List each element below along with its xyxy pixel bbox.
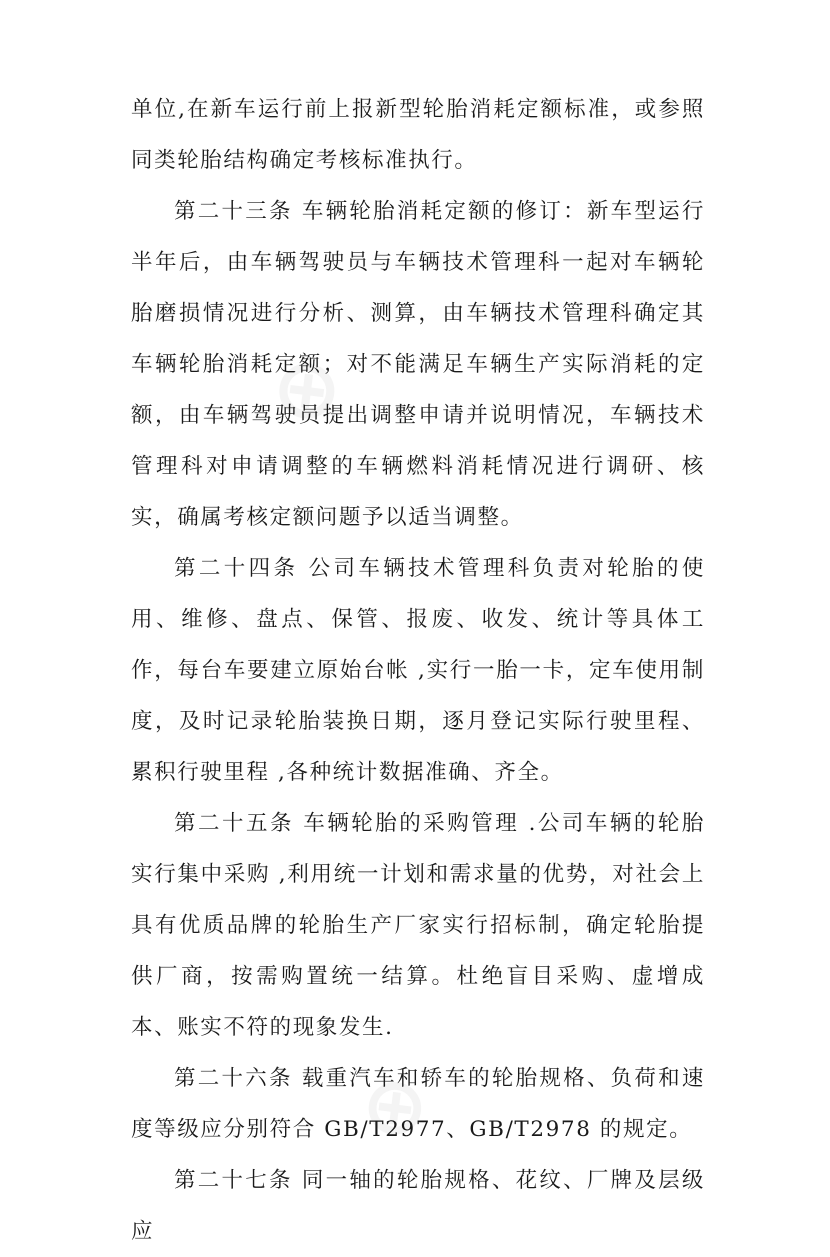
paragraph-article-24: 第二十四条 公司车辆技术管理科负责对轮胎的使用、维修、盘点、保管、报废、收发、统计等具体工作，每台车要建立原始台帐 ,实行一胎一卡，定车使用制度，及时记录轮胎装换日期，逐月登记实际行驶里程、累积行驶里程 ,各种统计数据准确、齐全。 <box>131 556 705 785</box>
paragraph-article-27: 第二十七条 同一轴的轮胎规格、花纹、厂牌及层级应 <box>131 1168 705 1244</box>
document-body <box>131 84 705 1257</box>
paragraph-article-23: 第二十三条 车辆轮胎消耗定额的修订：新车型运行半年后，由车辆驾驶员与车辆技术管理科一起对车辆轮胎磨损情况进行分析、测算，由车辆技术管理科确定其车辆轮胎消耗定额；对不能满足车辆生产实际消耗的定额，由车辆驾驶员提出调整申请并说明情况，车辆技术管理科对申请调整的车辆燃料消耗情况进行调研、核实，确属考核定额问题予以适当调整。 <box>131 199 705 530</box>
paragraph-article-26: 第二十六条 载重汽车和轿车的轮胎规格、负荷和速度等级应分别符合 GB/T2977、GB/T2978 的规定。 <box>131 1066 705 1142</box>
paragraph-article-25: 第二十五条 车辆轮胎的采购管理 .公司车辆的轮胎实行集中采购 ,利用统一计划和需求量的优势，对社会上具有优质品牌的轮胎生产厂家实行招标制，确定轮胎提供厂商，按需购置统一结算。杜绝盲目采购、虚增成本、账实不符的现象发生. <box>131 811 705 1040</box>
paragraph-continuation: 单位,在新车运行前上报新型轮胎消耗定额标准，或参照同类轮胎结构确定考核标准执行。 <box>131 97 705 173</box>
